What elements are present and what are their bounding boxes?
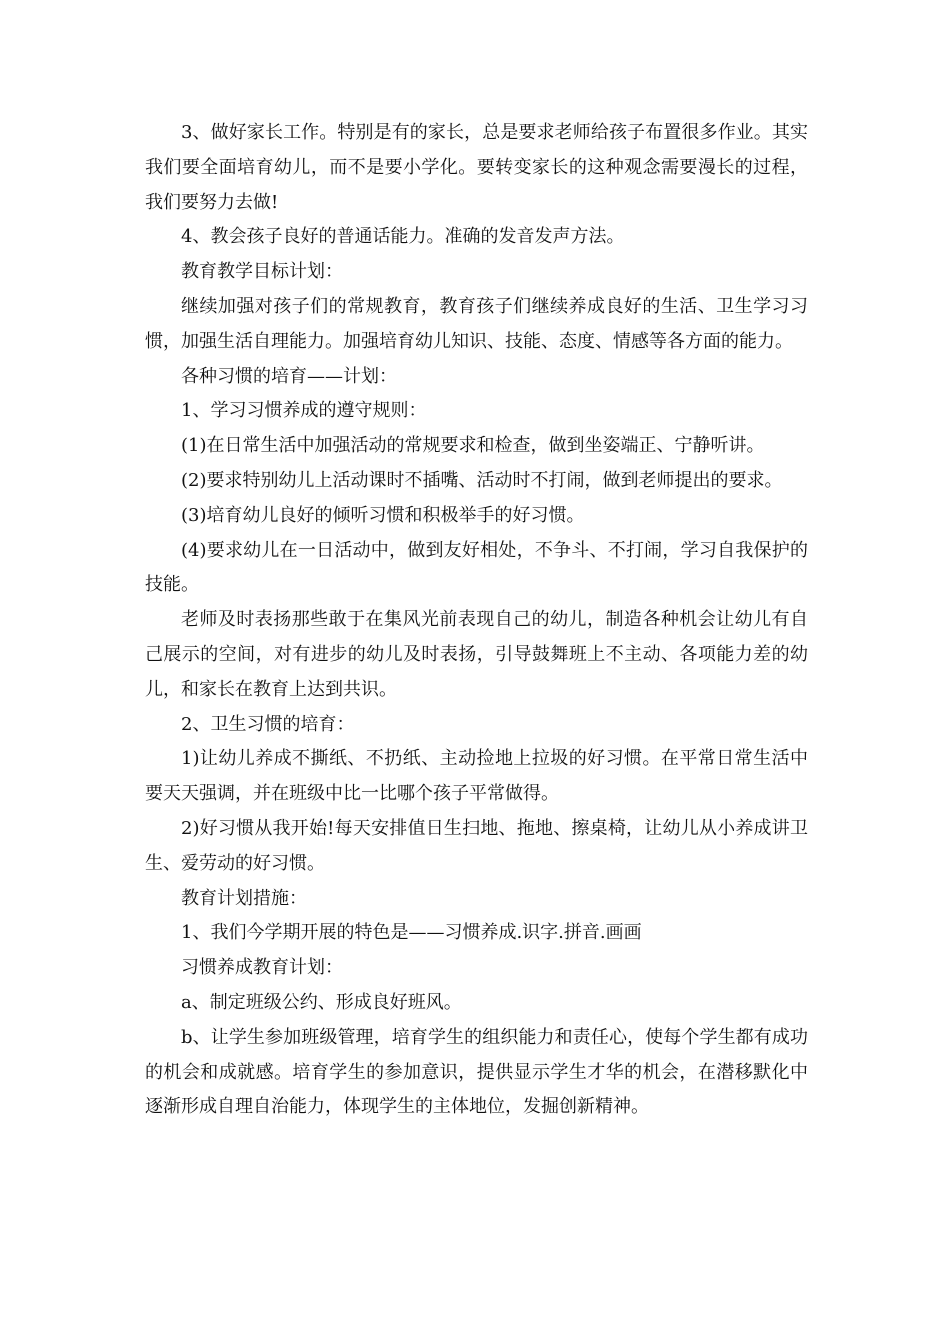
heading-habit-plan: 各种习惯的培育——计划： bbox=[181, 365, 397, 387]
paragraph-praise: 老师及时表扬那些敢于在集风光前表现自己的幼儿，制造各种机会让幼儿有自己展示的空间，对有进步的幼儿及时表扬，引导鼓舞班上不主动、各项能力差的幼儿，和家长在教育上达到共识。 bbox=[145, 609, 808, 700]
heading-measures: 教育计划措施： bbox=[181, 887, 307, 909]
list-item-study-2: (2)要求特别幼儿上活动课时不插嘴、活动时不打闹，做到老师提出的要求。 bbox=[181, 469, 783, 491]
heading-hygiene-habits: 2、卫生习惯的培育： bbox=[181, 713, 355, 735]
heading-study-habits: 1、学习习惯养成的遵守规则： bbox=[181, 400, 427, 422]
list-item-study-3: (3)培育幼儿良好的倾听习惯和积极举手的好习惯。 bbox=[181, 504, 585, 526]
paragraph-mandarin: 4、教会孩子良好的普通话能力。准确的发音发声方法。 bbox=[181, 226, 625, 248]
list-item-measures-1: 1、我们今学期开展的特色是——习惯养成.识字.拼音.画画 bbox=[181, 922, 642, 944]
heading-teaching-goals: 教育教学目标计划： bbox=[181, 261, 343, 283]
list-item-study-4: (4)要求幼儿在一日活动中，做到友好相处，不争斗、不打闹，学习自我保护的技能。 bbox=[145, 539, 808, 596]
list-item-hygiene-2: 2)好习惯从我开始!每天安排值日生扫地、拖地、擦桌椅，让幼儿从小养成讲卫生、爱劳动的好习惯。 bbox=[145, 817, 808, 874]
list-item-habit-b: b、让学生参加班级管理，培育学生的组织能力和责任心，使每个学生都有成功的机会和成就感。培育学生的参加意识，提供显示学生才华的机会，在潜移默化中逐渐形成自理自治能力，体现学生的主体地位，发掘创新精神。 bbox=[145, 1026, 808, 1118]
list-item-study-1: (1)在日常生活中加强活动的常规要求和检查，做到坐姿端正、宁静听讲。 bbox=[181, 435, 765, 457]
heading-habit-education: 习惯养成教育计划： bbox=[181, 957, 343, 979]
paragraph-parent-work: 3、做好家长工作。特别是有的家长，总是要求老师给孩子布置很多作业。其实我们要全面培育幼儿，而不是要小学化。要转变家长的这种观念需要漫长的过程，我们要努力去做! bbox=[145, 122, 808, 213]
paragraph-routine-education: 继续加强对孩子们的常规教育，教育孩子们继续养成良好的生活、卫生学习习惯，加强生活自理能力。加强培育幼儿知识、技能、态度、情感等各方面的能力。 bbox=[145, 295, 808, 352]
document-body bbox=[145, 116, 808, 1125]
list-item-hygiene-1: 1)让幼儿养成不撕纸、不扔纸、主动捡地上拉圾的好习惯。在平常日常生活中要天天强调，并在班级中比一比哪个孩子平常做得。 bbox=[145, 748, 808, 805]
list-item-habit-a: a、制定班级公约、形成良好班风。 bbox=[181, 991, 462, 1013]
